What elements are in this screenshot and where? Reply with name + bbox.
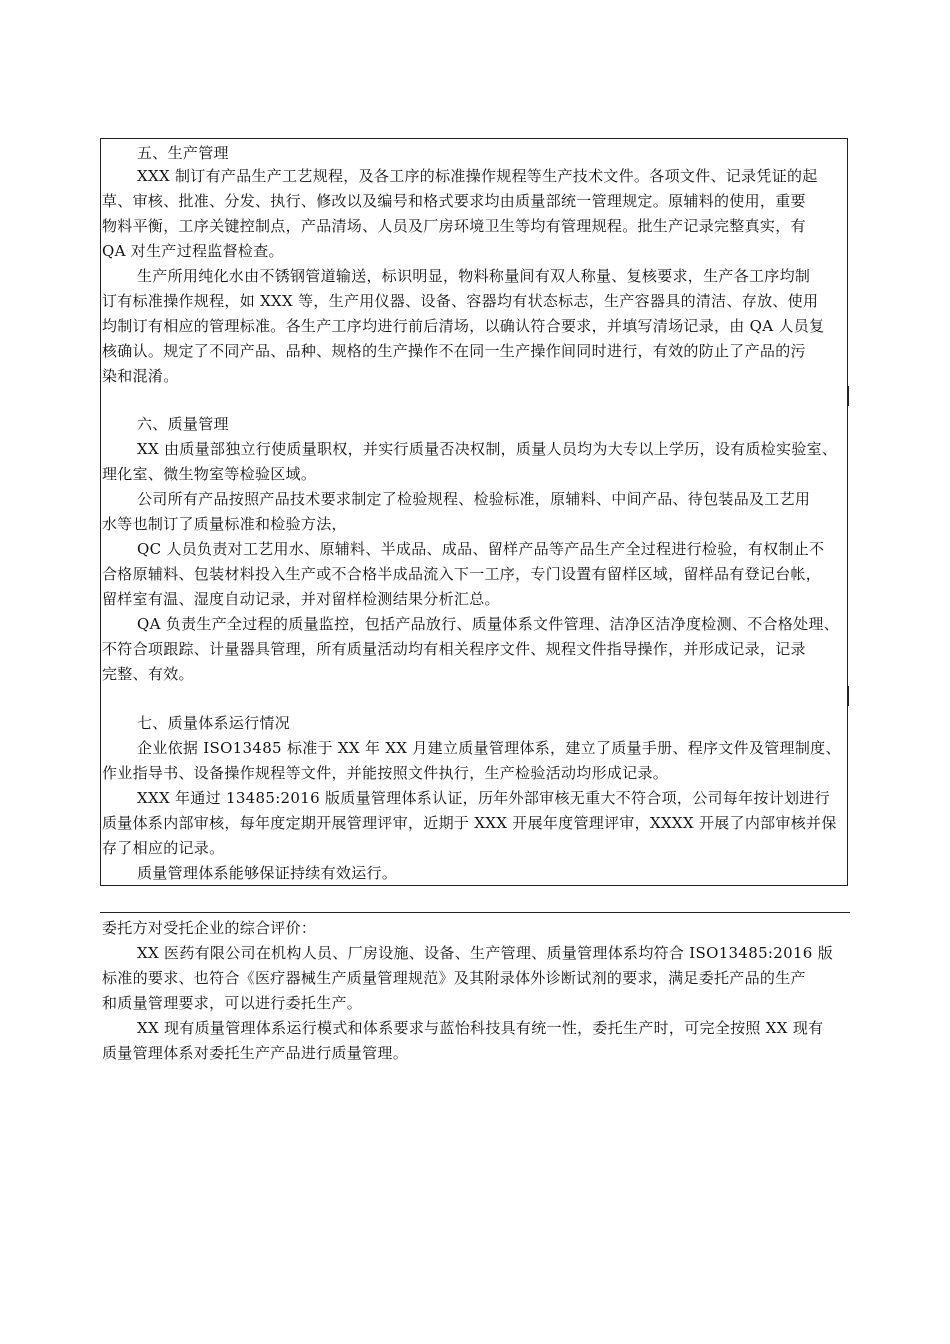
section-divider xyxy=(100,912,850,913)
paragraph-line: 质量管理体系对委托生产产品进行质量管理。 xyxy=(102,1044,409,1062)
paragraph-line: 生产所用纯化水由不锈钢管道输送，标识明显，物料称量间有双人称量、复核要求，生产各工序均制 xyxy=(137,267,811,285)
section-heading-production: 五、生产管理 xyxy=(137,144,229,162)
paragraph-line: 标准的要求、也符合《医疗器械生产质量管理规范》及其附录体外诊断试剂的要求，满足委托产品的生产 xyxy=(102,969,806,987)
paragraph-line: 理化室、微生物室等检验区域。 xyxy=(102,465,317,483)
paragraph-line: QA 负责生产全过程的质量监控，包括产品放行、质量体系文件管理、洁净区洁净度检测、不合格处理、 xyxy=(137,615,840,633)
paragraph-line: 不符合项跟踪、计量器具管理，所有质量活动均有相关程序文件、规程文件指导操作，并形成记录，记录 xyxy=(102,640,806,658)
paragraph-line: QC 人员负责对工艺用水、原辅料、半成品、成品、留样产品等产品生产全过程进行检验，有权制止不 xyxy=(137,540,825,558)
paragraph-line: 企业依据 ISO13485 标准于 XX 年 XX 月建立质量管理体系，建立了质量手册、程序文件及管理制度、 xyxy=(137,739,841,757)
paragraph-line: XX 现有质量管理体系运行模式和体系要求与蓝怡科技具有统一性，委托生产时，可完全按照 XX 现有 xyxy=(137,1019,824,1037)
section-heading-system: 七、质量体系运行情况 xyxy=(137,714,291,732)
paragraph-line: 订有标准操作规程，如 XXX 等，生产用仪器、设备、容器均有状态标志，生产容器具的清洁、存放、使用 xyxy=(102,292,819,310)
paragraph-line: XX 由质量部独立行使质量职权，并实行质量否决权制，质量人员均为大专以上学历，设有质检实验室、 xyxy=(137,440,838,458)
paragraph-line: 完整、有效。 xyxy=(102,665,194,683)
paragraph-line: 水等也制订了质量标准和检验方法， xyxy=(102,515,347,533)
paragraph-line: 质量管理体系能够保证持续有效运行。 xyxy=(137,864,398,882)
paragraph-line: QA 对生产过程监督检查。 xyxy=(102,242,284,260)
paragraph-line: 核确认。规定了不同产品、品种、规格的生产操作不在同一生产操作间同时进行，有效的防止了产品的污 xyxy=(102,342,806,360)
paragraph-line: 留样室有温、湿度自动记录，并对留样检测结果分析汇总。 xyxy=(102,590,500,608)
paragraph-line: 作业指导书、设备操作规程等文件，并能按照文件执行，生产检验活动均形成记录。 xyxy=(102,764,669,782)
paragraph-line: 物料平衡，工序关键控制点，产品清场、人员及厂房环境卫生等均有管理规程。批生产记录完整真实，有 xyxy=(102,217,806,235)
evaluation-heading: 委托方对受托企业的综合评价： xyxy=(102,919,317,937)
paragraph-line: 公司所有产品按照产品技术要求制定了检验规程、检验标准，原辅料、中间产品、待包装品及工艺用 xyxy=(137,490,811,508)
paragraph-line: XX 医药有限公司在机构人员、厂房设施、设备、生产管理、质量管理体系均符合 ISO13485:2016 版 xyxy=(137,944,834,962)
section-heading-quality: 六、质量管理 xyxy=(137,415,229,433)
paragraph-line: 均制订有相应的管理标准。各生产工序均进行前后清场，以确认符合要求，并填写清场记录，由 QA 人员复 xyxy=(102,317,825,335)
paragraph-line: 染和混淆。 xyxy=(102,367,179,385)
table-border-mark xyxy=(847,686,849,706)
paragraph-line: 草、审核、批准、分发、执行、修改以及编号和格式要求均由质量部统一管理规定。原辅料的使用，重要 xyxy=(102,192,806,210)
paragraph-line: XXX 年通过 13485:2016 版质量管理体系认证，历年外部审核无重大不符合项，公司每年按计划进行 xyxy=(137,789,830,807)
paragraph-line: 存了相应的记录。 xyxy=(102,839,225,857)
paragraph-line: 和质量管理要求，可以进行委托生产。 xyxy=(102,994,363,1012)
table-border-mark xyxy=(847,386,849,406)
paragraph-line: 合格原辅料、包装材料投入生产或不合格半成品流入下一工序，专门设置有留样区域，留样品有登记台帐， xyxy=(102,565,822,583)
paragraph-line: XXX 制订有产品生产工艺规程，及各工序的标准操作规程等生产技术文件。各项文件、记录凭证的起 xyxy=(137,167,818,185)
paragraph-line: 质量体系内部审核，每年度定期开展管理评审，近期于 XXX 开展年度管理评审，XXXX 开展了内部审核并保 xyxy=(102,814,837,832)
